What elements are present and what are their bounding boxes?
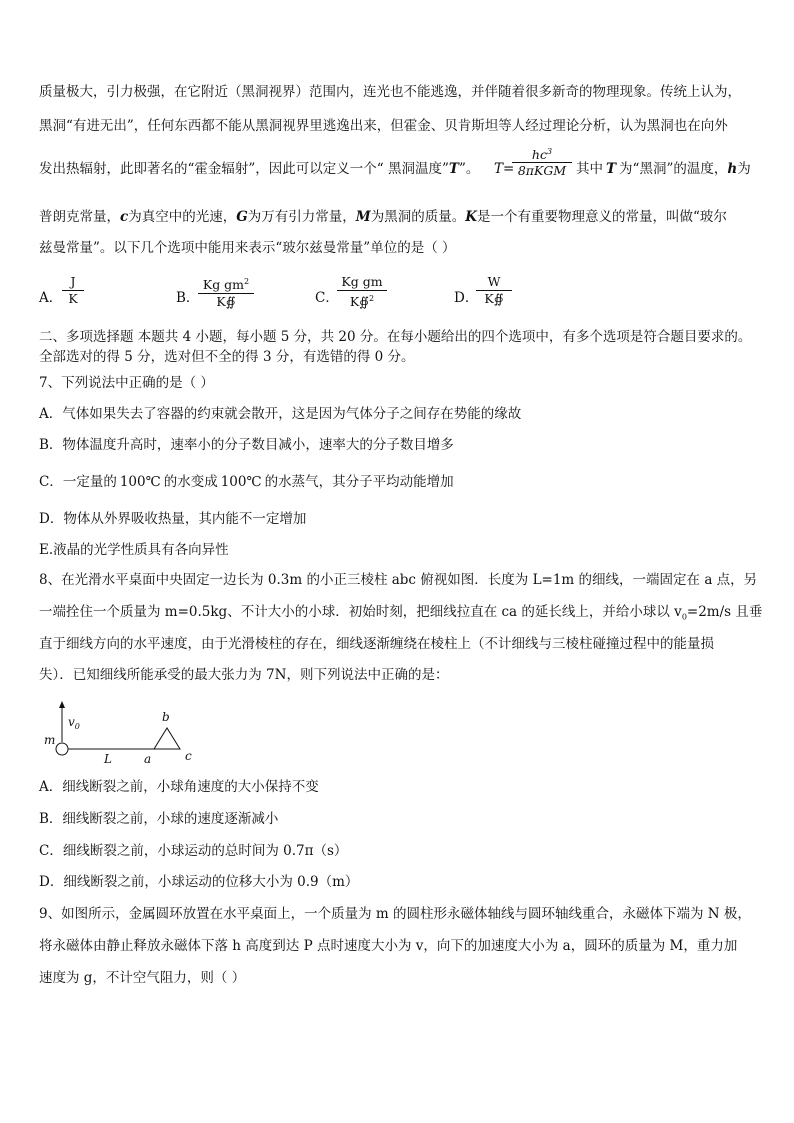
q6-option-b-fraction: $\frac{Kg gm^2}{K∯}$	[198, 274, 254, 310]
q6-line3-part-a: 发出热辐射，此即著名的“霍金辐射”，因此可以定义一个“ 黑洞温度”	[39, 161, 449, 177]
q8-option-c: C．细线断裂之前，小球运动的总时间为 0.7π（s）	[39, 843, 348, 859]
formula-denominator: 8πKGM	[517, 163, 567, 179]
q6-option-b-label: B．	[176, 290, 200, 306]
q8-option-b: B．细线断裂之前，小球的速度逐渐减小	[39, 811, 279, 827]
q6-option-d-label: D．	[454, 290, 479, 306]
q6-option-d-fraction: $\frac{W}{K∯}$	[476, 274, 512, 307]
q6-symbol-T: T	[448, 161, 459, 177]
formula-numerator: $hc^3$	[512, 147, 572, 163]
vertex-b-label: b	[162, 710, 170, 724]
q8-text-line-1: 8、在光滑水平桌面中央固定一边长为 0.3m 的小正三棱柱 abc 俯视如图．长度为 L=1m 的细线，一端固定在 a 点，另	[39, 572, 758, 588]
q6-option-c-label: C．	[315, 290, 339, 306]
q9-text-line-1: 9、如图所示，金属圆环放置在水平桌面上，一个质量为 m 的圆柱形永磁体轴线与圆环轴线重合，永磁体下端为 N 极，	[39, 906, 751, 922]
velocity-arrow-head	[59, 701, 65, 708]
triangle-prism	[154, 728, 180, 749]
q8-text-line-3: 直于细线方向的水平速度，由于光滑棱柱的存在，细线逐渐缠绕在棱柱上（不计细线与三棱柱碰撞过程中的能量损	[39, 636, 714, 652]
length-label: L	[104, 752, 112, 766]
q6-option-a-fraction: $\frac{J}{K}$	[62, 274, 84, 307]
formula-fraction	[512, 147, 572, 178]
vertex-a-label: a	[144, 752, 152, 766]
q6-text-line-4: 普朗克常量，c为真空中的光速，G为万有引力常量，M为黑洞的质量。K是一个有重要物理意义的常量，叫做“玻尔	[39, 209, 727, 225]
q6-option-a-label: A．	[39, 290, 63, 306]
q7-option-c: C．一定量的 100℃ 的水变成 100℃ 的水蒸气，其分子平均动能增加	[39, 474, 454, 490]
q8-text-line-4: 失）．已知细线所能承受的最大张力为 7N，则下列说法中正确的是：	[39, 667, 449, 683]
section2-instructions-line-2: 全部选对的得 5 分，选对但不全的得 3 分，有选错的得 0 分。	[39, 349, 415, 365]
q6-text-line-2: 黑洞“有进无出”，任何东西都不能从黑洞视界里逃逸出来，但霍金、贝肯斯坦等人经过理论分析，认为黑洞也在向外	[39, 118, 728, 134]
q9-text-line-3: 速度为 g，不计空气阻力，则（ ）	[39, 970, 246, 986]
vertex-c-label: c	[185, 749, 192, 763]
q7-option-d: D．物体从外界吸收热量，其内能不一定增加	[39, 511, 307, 527]
q6-text-line-3	[39, 161, 479, 177]
q8-option-a: A．细线断裂之前，小球角速度的大小保持不变	[39, 779, 319, 795]
q8-text-line-2: 一端拴住一个质量为 m=0.5kg、不计大小的小球．初始时刻，把细线拉直在 ca 的延长线上，并给小球以 $v_0=2m/s$ 且垂	[39, 604, 763, 622]
formula-lhs: T=	[494, 161, 515, 177]
q6-option-c-fraction: $\frac{\text{Kg gm}}{K∯^2}$	[337, 274, 387, 310]
section2-instructions-line-1: 二、多项选择题 本题共 4 小题，每小题 5 分，共 20 分。在每小题给出的四个选项中，有多个选项是符合题目要求的。	[39, 329, 752, 345]
q7-stem: 7、下列说法中正确的是（ ）	[39, 375, 214, 391]
q6-text-line-1: 质量极大，引力极强，在它附近（黑洞视界）范围内，连光也不能逃逸，并伴随着很多新奇的物理现象。传统上认为，	[39, 84, 741, 100]
ball	[56, 743, 68, 755]
q6-line3-part-b: ”。	[458, 161, 480, 177]
q8-option-d: D．细线断裂之前，小球运动的位移大小为 0.9（m）	[39, 874, 359, 890]
q6-line3-tail: 其中 T 为“黑洞”的温度，h为	[576, 161, 751, 177]
q6-text-line-5: 兹曼常量”。以下几个选项中能用来表示“玻尔兹曼常量”单位的是（ ）	[39, 240, 456, 256]
q8-figure	[40, 700, 210, 772]
v0-label: $v_0$	[68, 715, 80, 731]
q7-option-b: B．物体温度升高时，速率小的分子数目减小，速率大的分子数目增多	[39, 437, 454, 453]
mass-label: m	[44, 733, 56, 747]
q9-text-line-2: 将永磁体由静止释放永磁体下落 h 高度到达 P 点时速度大小为 v，向下的加速度大小为 a，圆环的质量为 M，重力加	[39, 938, 738, 954]
q7-option-e: E.液晶的光学性质具有各向异性	[39, 542, 229, 558]
q7-option-a: A．气体如果失去了容器的约束就会散开，这是因为气体分子之间存在势能的缘故	[39, 406, 522, 422]
